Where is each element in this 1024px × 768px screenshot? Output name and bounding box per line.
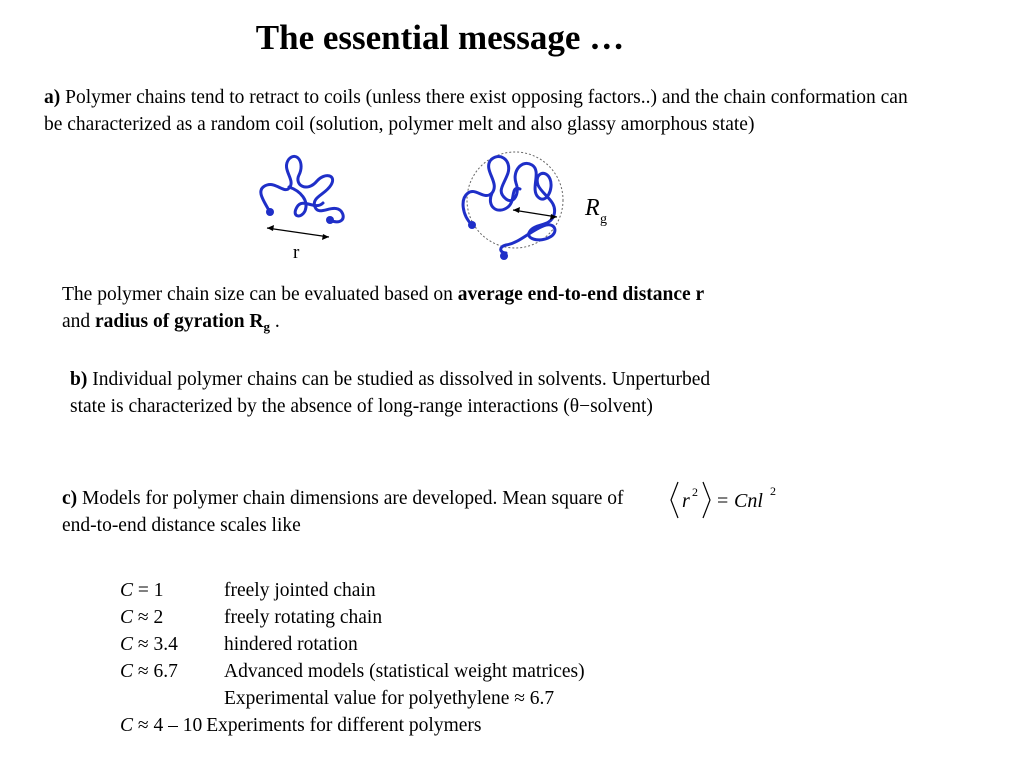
end-to-end-arrow <box>267 228 329 237</box>
size-mid: and <box>62 311 96 332</box>
c-row-value <box>120 685 224 712</box>
chain-end-finish <box>326 216 334 224</box>
c-row <box>120 685 585 712</box>
c-relation: ≈ 4 – 10 <box>137 715 203 736</box>
paragraph-a-text: Polymer chains tend to retract to coils (unless there exist opposing factors..) and the chain conformation can be characterized as a random coil (solution, polymer melt and also glassy amorphous state) <box>44 87 908 135</box>
c-values-list <box>120 577 585 739</box>
paragraph-b <box>70 366 720 420</box>
paragraph-b-text: Individual polymer chains can be studied as dissolved in solvents. Unperturbed state is characterized by the absence of long-range interactions (θ−solvent) <box>70 369 711 417</box>
c-row-value <box>120 712 202 739</box>
paragraph-c-label: c) <box>62 488 78 509</box>
c-row <box>120 577 585 604</box>
random-coil-figure <box>245 145 375 265</box>
gyration-figure <box>450 145 630 270</box>
size-bold-end-to-end: average end-to-end distance r <box>457 284 705 305</box>
c-description: Advanced models (statistical weight matrices) <box>224 661 585 682</box>
c-description: freely jointed chain <box>224 580 376 601</box>
c-row <box>120 658 585 685</box>
formula-lhs-var: r <box>682 490 690 512</box>
end-to-end-formula <box>668 478 788 522</box>
c-row-value <box>120 604 224 631</box>
formula-rhs: Cnl <box>734 490 763 512</box>
paragraph-c-text: Models for polymer chain dimensions are developed. Mean square of end-to-end distance scales like <box>62 488 624 536</box>
paragraph-chain-size <box>62 281 722 335</box>
size-bold-gyration-sub: g <box>263 319 270 334</box>
c-symbol: C <box>120 715 134 736</box>
c-relation: = 1 <box>137 580 164 601</box>
c-symbol: C <box>120 607 134 628</box>
c-symbol: C <box>120 661 134 682</box>
c-row <box>120 631 585 658</box>
formula-rhs-exp: 2 <box>770 484 776 498</box>
c-description: Experiments for different polymers <box>206 715 482 736</box>
formula-lhs-exp: 2 <box>692 485 698 499</box>
left-angle-bracket <box>671 482 678 518</box>
gyration-chain-end-finish <box>500 252 508 260</box>
c-row-value <box>120 631 224 658</box>
c-relation: ≈ 2 <box>137 607 164 628</box>
c-relation: ≈ 6.7 <box>137 661 178 682</box>
paragraph-b-label: b) <box>70 369 88 390</box>
formula-equals: = <box>717 490 729 512</box>
end-to-end-label: r <box>293 242 300 263</box>
c-row-value <box>120 577 224 604</box>
c-relation: ≈ 3.4 <box>137 634 178 655</box>
size-prefix: The polymer chain size can be evaluated based on <box>62 284 458 305</box>
c-symbol: C <box>120 634 134 655</box>
paragraph-a <box>44 84 924 138</box>
gyration-symbol: R <box>585 195 600 221</box>
c-description: Experimental value for polyethylene ≈ 6.7 <box>224 688 555 709</box>
c-row <box>120 712 585 739</box>
slide-title: The essential message … <box>255 18 625 57</box>
size-suffix: . <box>270 311 280 332</box>
c-row <box>120 604 585 631</box>
gyration-chain-end-start <box>468 221 476 229</box>
right-angle-bracket <box>703 482 710 518</box>
c-description: freely rotating chain <box>224 607 383 628</box>
c-symbol: C <box>120 580 134 601</box>
c-description: hindered rotation <box>224 634 358 655</box>
gyration-subscript: g <box>600 212 607 227</box>
size-bold-gyration <box>95 311 270 332</box>
chain-end-start <box>266 208 274 216</box>
paragraph-a-label: a) <box>44 87 61 108</box>
paragraph-c <box>62 485 662 539</box>
gyration-radius-arrow <box>513 210 557 217</box>
size-bold-gyration-text: radius of gyration R <box>95 311 264 332</box>
c-row-value <box>120 658 224 685</box>
